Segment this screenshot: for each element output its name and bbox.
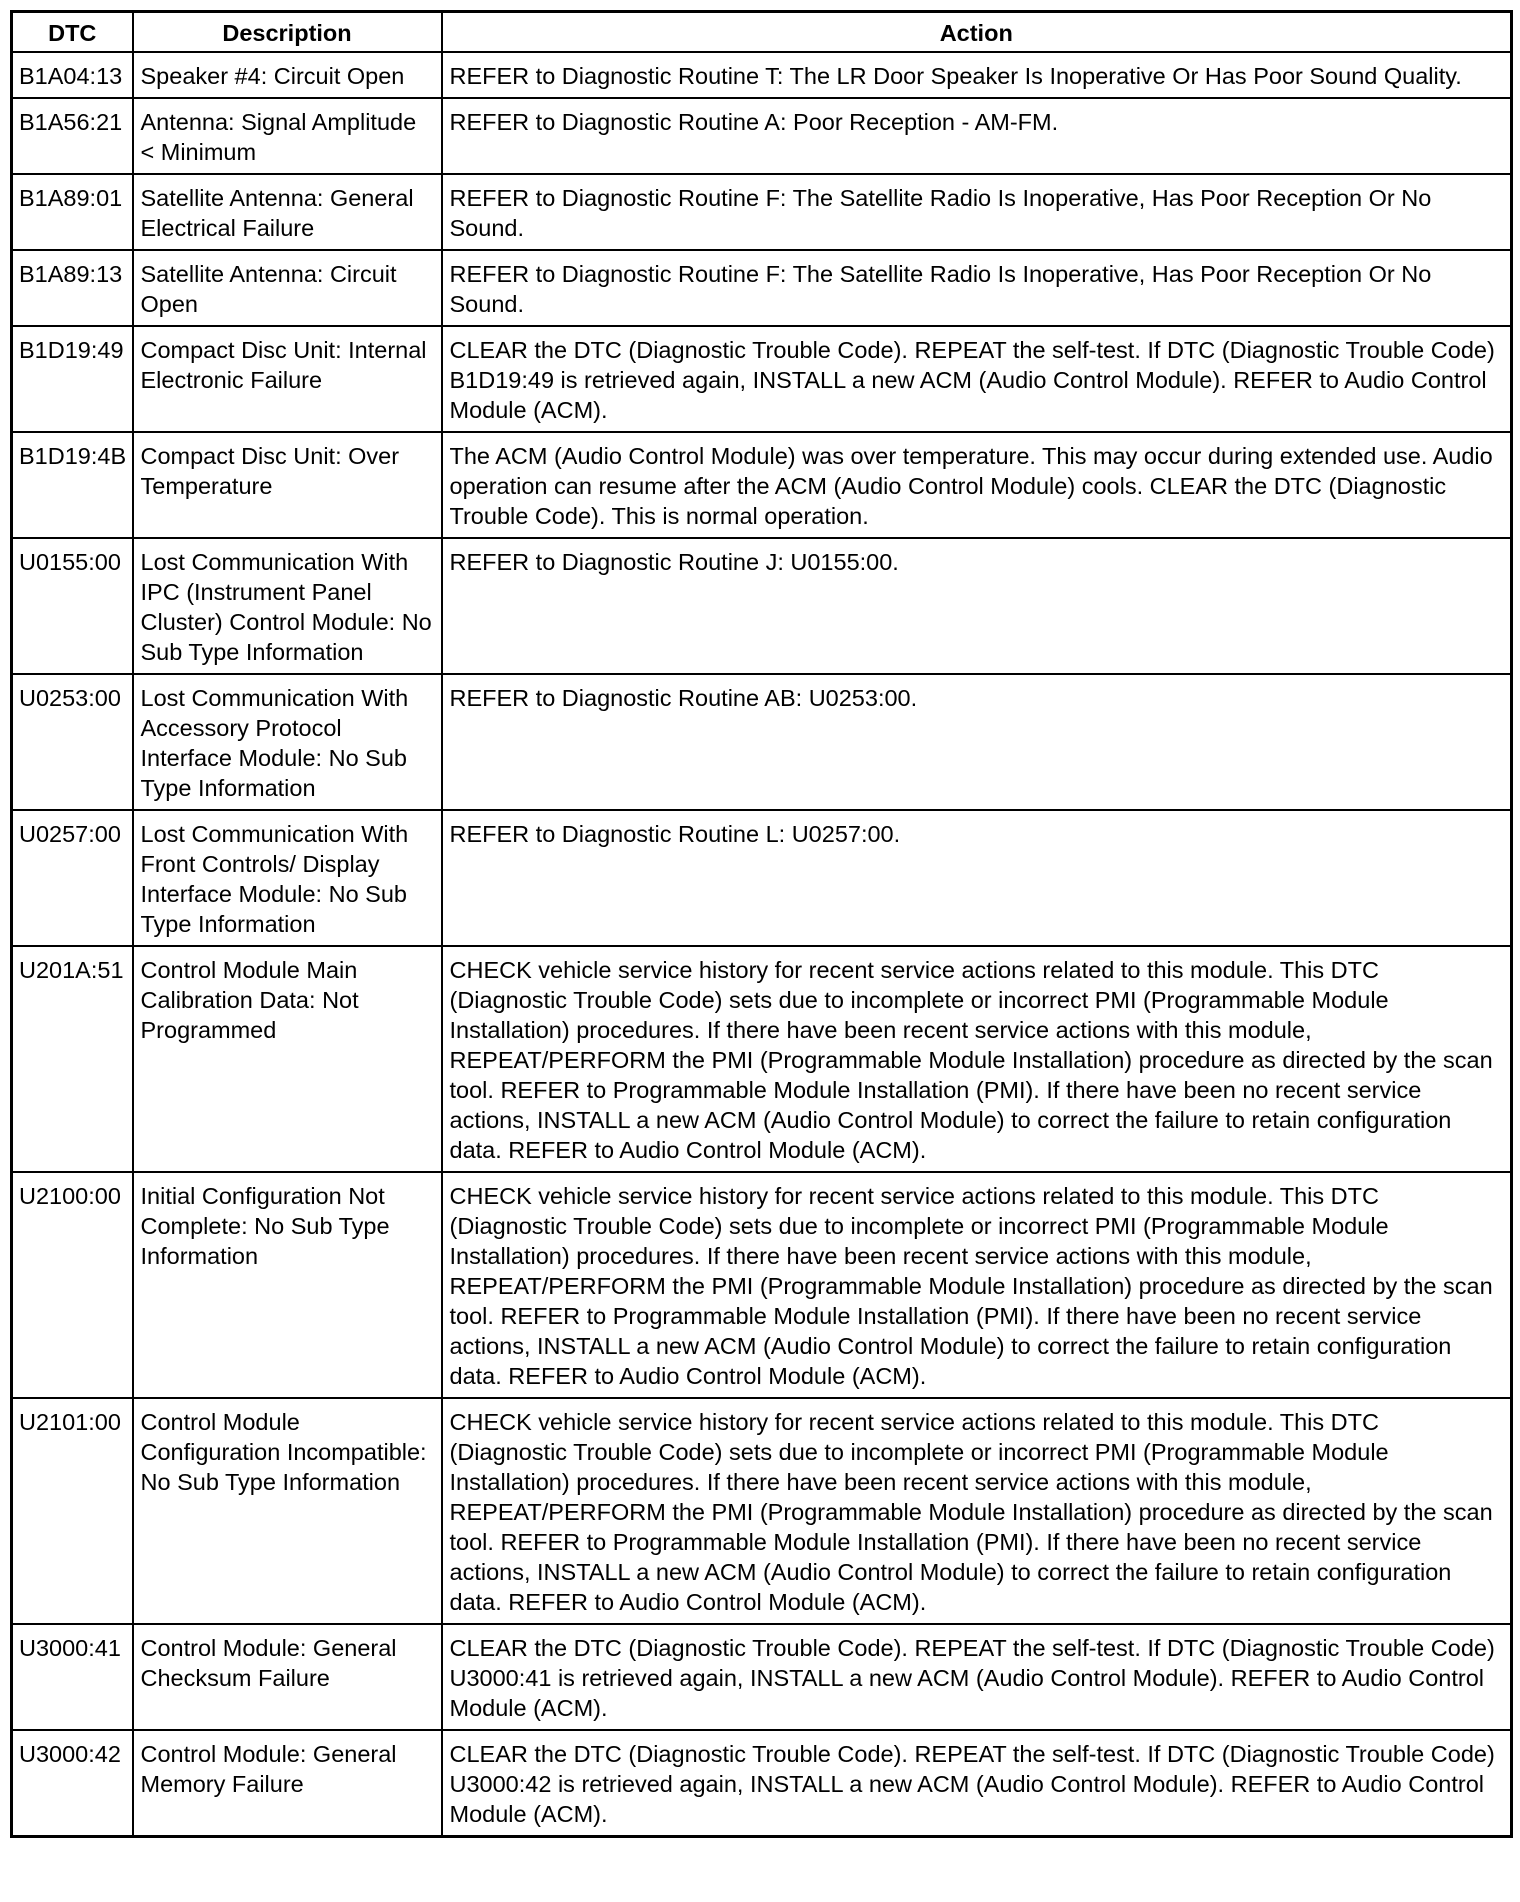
table-row	[12, 946, 1512, 1172]
table-row	[12, 1398, 1512, 1624]
table-row	[12, 1730, 1512, 1837]
description-cell: Initial Configuration Not Complete: No Sub Type Information	[133, 1172, 442, 1398]
action-cell: CLEAR the DTC (Diagnostic Trouble Code). REPEAT the self-test. If DTC (Diagnostic Trouble Code) B1D19:49 is retrieved again, INSTALL a new ACM (Audio Control Module). REFER to Audio Control Module (ACM).	[442, 326, 1512, 432]
action-cell: REFER to Diagnostic Routine AB: U0253:00.	[442, 674, 1512, 810]
dtc-code-cell: B1A89:13	[12, 250, 133, 326]
action-cell: REFER to Diagnostic Routine J: U0155:00.	[442, 538, 1512, 674]
description-cell: Control Module Main Calibration Data: Not Programmed	[133, 946, 442, 1172]
dtc-table	[10, 10, 1513, 1838]
table-row	[12, 52, 1512, 98]
table-row	[12, 674, 1512, 810]
action-cell: REFER to Diagnostic Routine A: Poor Reception - AM-FM.	[442, 98, 1512, 174]
dtc-code-cell: U0253:00	[12, 674, 133, 810]
description-cell: Control Module: General Memory Failure	[133, 1730, 442, 1837]
table-row	[12, 1624, 1512, 1730]
dtc-code-cell: U201A:51	[12, 946, 133, 1172]
dtc-code-cell: U0155:00	[12, 538, 133, 674]
action-cell: CLEAR the DTC (Diagnostic Trouble Code). REPEAT the self-test. If DTC (Diagnostic Trouble Code) U3000:41 is retrieved again, INSTALL a new ACM (Audio Control Module). REFER to Audio Control Module (ACM).	[442, 1624, 1512, 1730]
description-cell: Compact Disc Unit: Over Temperature	[133, 432, 442, 538]
header-description: Description	[133, 12, 442, 53]
table-row	[12, 1172, 1512, 1398]
description-cell: Compact Disc Unit: Internal Electronic Failure	[133, 326, 442, 432]
dtc-code-cell: U2100:00	[12, 1172, 133, 1398]
table-row	[12, 432, 1512, 538]
action-cell: REFER to Diagnostic Routine F: The Satellite Radio Is Inoperative, Has Poor Reception Or No Sound.	[442, 174, 1512, 250]
action-cell: REFER to Diagnostic Routine F: The Satellite Radio Is Inoperative, Has Poor Reception Or No Sound.	[442, 250, 1512, 326]
dtc-code-cell: B1D19:4B	[12, 432, 133, 538]
dtc-code-cell: U3000:41	[12, 1624, 133, 1730]
table-header	[12, 12, 1512, 53]
action-cell: CHECK vehicle service history for recent service actions related to this module. This DTC (Diagnostic Trouble Code) sets due to incomplete or incorrect PMI (Programmable Module Installation) procedures. If there have been recent service actions with this module, REPEAT/PERFORM the PMI (Programmable Module Installation) procedure as directed by the scan tool. REFER to Programmable Module Installation (PMI). If there have been no recent service actions, INSTALL a new ACM (Audio Control Module) to correct the failure to retain configuration data. REFER to Audio Control Module (ACM).	[442, 1172, 1512, 1398]
dtc-code-cell: B1D19:49	[12, 326, 133, 432]
table-row	[12, 326, 1512, 432]
description-cell: Lost Communication With IPC (Instrument Panel Cluster) Control Module: No Sub Type Information	[133, 538, 442, 674]
table-row	[12, 810, 1512, 946]
table-row	[12, 98, 1512, 174]
description-cell: Antenna: Signal Amplitude < Minimum	[133, 98, 442, 174]
description-cell: Control Module Configuration Incompatible: No Sub Type Information	[133, 1398, 442, 1624]
dtc-code-cell: U3000:42	[12, 1730, 133, 1837]
description-cell: Satellite Antenna: Circuit Open	[133, 250, 442, 326]
dtc-code-cell: B1A56:21	[12, 98, 133, 174]
dtc-code-cell: U0257:00	[12, 810, 133, 946]
dtc-document	[10, 10, 1510, 1838]
description-cell: Satellite Antenna: General Electrical Failure	[133, 174, 442, 250]
description-cell: Control Module: General Checksum Failure	[133, 1624, 442, 1730]
action-cell: CHECK vehicle service history for recent service actions related to this module. This DTC (Diagnostic Trouble Code) sets due to incomplete or incorrect PMI (Programmable Module Installation) procedures. If there have been recent service actions with this module, REPEAT/PERFORM the PMI (Programmable Module Installation) procedure as directed by the scan tool. REFER to Programmable Module Installation (PMI). If there have been no recent service actions, INSTALL a new ACM (Audio Control Module) to correct the failure to retain configuration data. REFER to Audio Control Module (ACM).	[442, 1398, 1512, 1624]
dtc-code-cell: B1A04:13	[12, 52, 133, 98]
action-cell: CLEAR the DTC (Diagnostic Trouble Code). REPEAT the self-test. If DTC (Diagnostic Trouble Code) U3000:42 is retrieved again, INSTALL a new ACM (Audio Control Module). REFER to Audio Control Module (ACM).	[442, 1730, 1512, 1837]
description-cell: Speaker #4: Circuit Open	[133, 52, 442, 98]
table-row	[12, 174, 1512, 250]
header-action: Action	[442, 12, 1512, 53]
table-row	[12, 538, 1512, 674]
action-cell: CHECK vehicle service history for recent service actions related to this module. This DTC (Diagnostic Trouble Code) sets due to incomplete or incorrect PMI (Programmable Module Installation) procedures. If there have been recent service actions with this module, REPEAT/PERFORM the PMI (Programmable Module Installation) procedure as directed by the scan tool. REFER to Programmable Module Installation (PMI). If there have been no recent service actions, INSTALL a new ACM (Audio Control Module) to correct the failure to retain configuration data. REFER to Audio Control Module (ACM).	[442, 946, 1512, 1172]
table-row	[12, 250, 1512, 326]
header-dtc: DTC	[12, 12, 133, 53]
action-cell: REFER to Diagnostic Routine T: The LR Door Speaker Is Inoperative Or Has Poor Sound Quality.	[442, 52, 1512, 98]
dtc-code-cell: U2101:00	[12, 1398, 133, 1624]
description-cell: Lost Communication With Accessory Protocol Interface Module: No Sub Type Information	[133, 674, 442, 810]
header-row	[12, 12, 1512, 53]
dtc-code-cell: B1A89:01	[12, 174, 133, 250]
table-body	[12, 52, 1512, 1837]
action-cell: The ACM (Audio Control Module) was over temperature. This may occur during extended use. Audio operation can resume after the ACM (Audio Control Module) cools. CLEAR the DTC (Diagnostic Trouble Code). This is normal operation.	[442, 432, 1512, 538]
description-cell: Lost Communication With Front Controls/ Display Interface Module: No Sub Type Information	[133, 810, 442, 946]
action-cell: REFER to Diagnostic Routine L: U0257:00.	[442, 810, 1512, 946]
